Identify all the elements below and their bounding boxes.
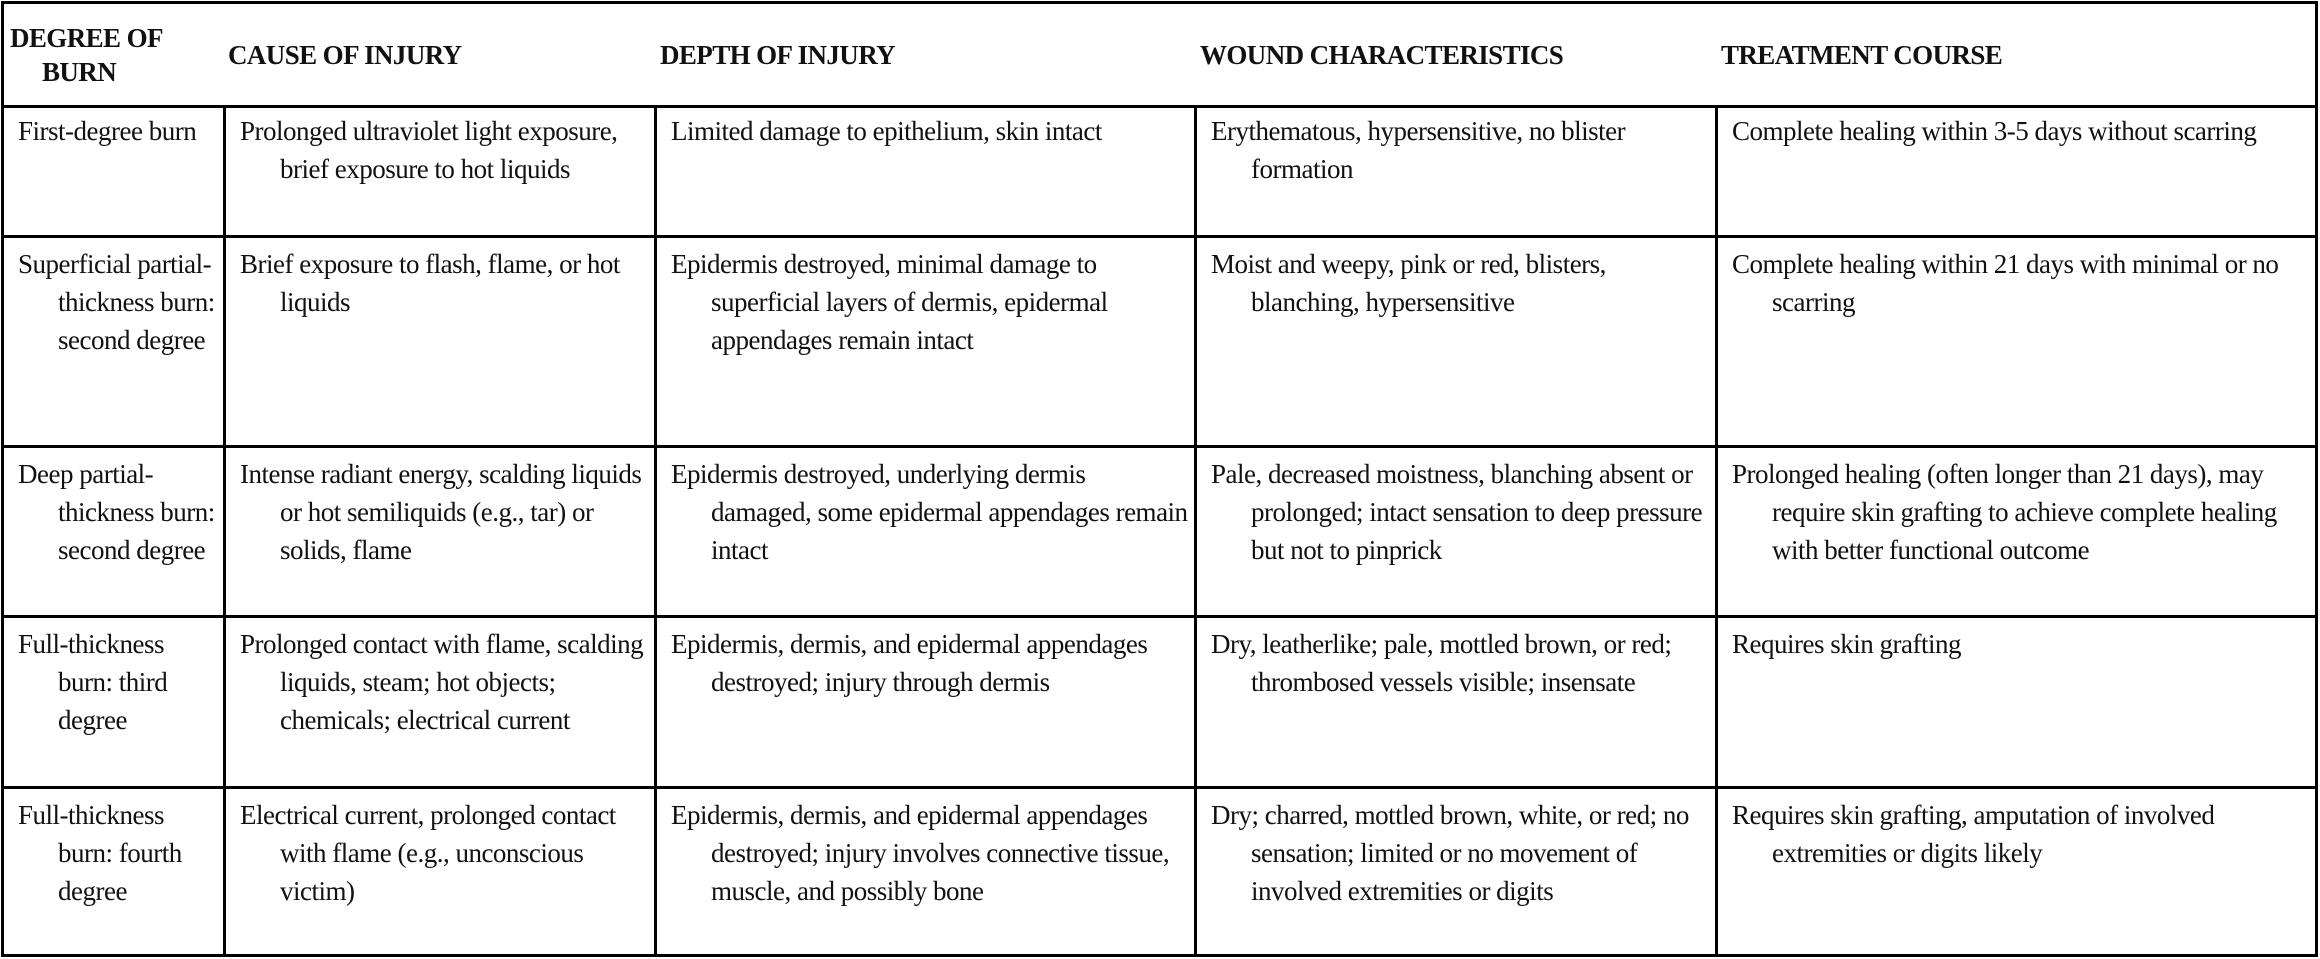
cell-degree: Full-thickness burn: fourth degree: [18, 800, 182, 906]
cell-cause: Prolonged contact with flame, scalding liquids, steam; hot objects; chemicals; electrical current: [223, 618, 656, 786]
cell-wound: Dry, leatherlike; pale, mottled brown, or red; thrombosed vessels visible; insensate: [1194, 618, 1717, 786]
cell-wound: Moist and weepy, pink or red, blisters, blanching, hypersensitive: [1194, 238, 1717, 445]
header-degree-of-burn: DEGREE OF BURN: [10, 22, 162, 87]
burn-classification-table: [1, 1, 2318, 957]
cell-depth: Epidermis, dermis, and epidermal appendages destroyed; injury through dermis: [654, 618, 1196, 786]
cell-cause: Prolonged ultraviolet light exposure, brief exposure to hot liquids: [223, 105, 656, 235]
cell-cause: Brief exposure to flash, flame, or hot liquids: [223, 238, 656, 445]
cell-treatment: Requires skin grafting, amputation of involved extremities or digits likely: [1715, 789, 2315, 957]
cell-depth: Epidermis destroyed, underlying dermis damaged, some epidermal appendages remain intact: [654, 448, 1196, 615]
cell-degree: Full-thickness burn: third degree: [18, 629, 168, 735]
table-row-full-thickness-third-degree: [4, 618, 2315, 789]
cell-degree: Deep partial-thickness burn: second degree: [18, 459, 215, 565]
table-row-first-degree: [4, 105, 2315, 238]
cell-wound: Dry; charred, mottled brown, white, or red; no sensation; limited or no movement of involved extremities or digits: [1194, 789, 1717, 957]
cell-treatment: Complete healing within 21 days with minimal or no scarring: [1715, 238, 2315, 445]
cell-wound: Erythematous, hypersensitive, no blister formation: [1194, 105, 1717, 235]
table-row-deep-partial-thickness: [4, 448, 2315, 618]
cell-treatment: Prolonged healing (often longer than 21 days), may require skin grafting to achieve complete healing with better functional outcome: [1715, 448, 2315, 615]
cell-degree: Superficial partial-thickness burn: second degree: [18, 249, 215, 355]
header-wound-characteristics: WOUND CHARACTERISTICS: [1200, 39, 1564, 70]
cell-treatment: Requires skin grafting: [1715, 618, 2315, 786]
table-header-row: [4, 4, 2315, 108]
cell-degree: First-degree burn: [18, 116, 197, 146]
cell-cause: Electrical current, prolonged contact with flame (e.g., unconscious victim): [223, 789, 656, 957]
cell-depth: Epidermis, dermis, and epidermal appendages destroyed; injury involves connective tissue, muscle, and possibly bone: [654, 789, 1196, 957]
cell-depth: Limited damage to epithelium, skin intact: [654, 105, 1196, 235]
table-row-superficial-partial-thickness: [4, 238, 2315, 448]
cell-treatment: Complete healing within 3-5 days without scarring: [1715, 105, 2315, 235]
table-row-full-thickness-fourth-degree: [4, 789, 2315, 957]
cell-depth: Epidermis destroyed, minimal damage to superficial layers of dermis, epidermal appendages remain intact: [654, 238, 1196, 445]
cell-wound: Pale, decreased moistness, blanching absent or prolonged; intact sensation to deep pressure but not to pinprick: [1194, 448, 1717, 615]
cell-cause: Intense radiant energy, scalding liquids or hot semiliquids (e.g., tar) or solids, flame: [223, 448, 656, 615]
header-treatment-course: TREATMENT COURSE: [1721, 39, 2003, 70]
header-cause-of-injury: CAUSE OF INJURY: [228, 39, 462, 70]
header-depth-of-injury: DEPTH OF INJURY: [660, 39, 896, 70]
